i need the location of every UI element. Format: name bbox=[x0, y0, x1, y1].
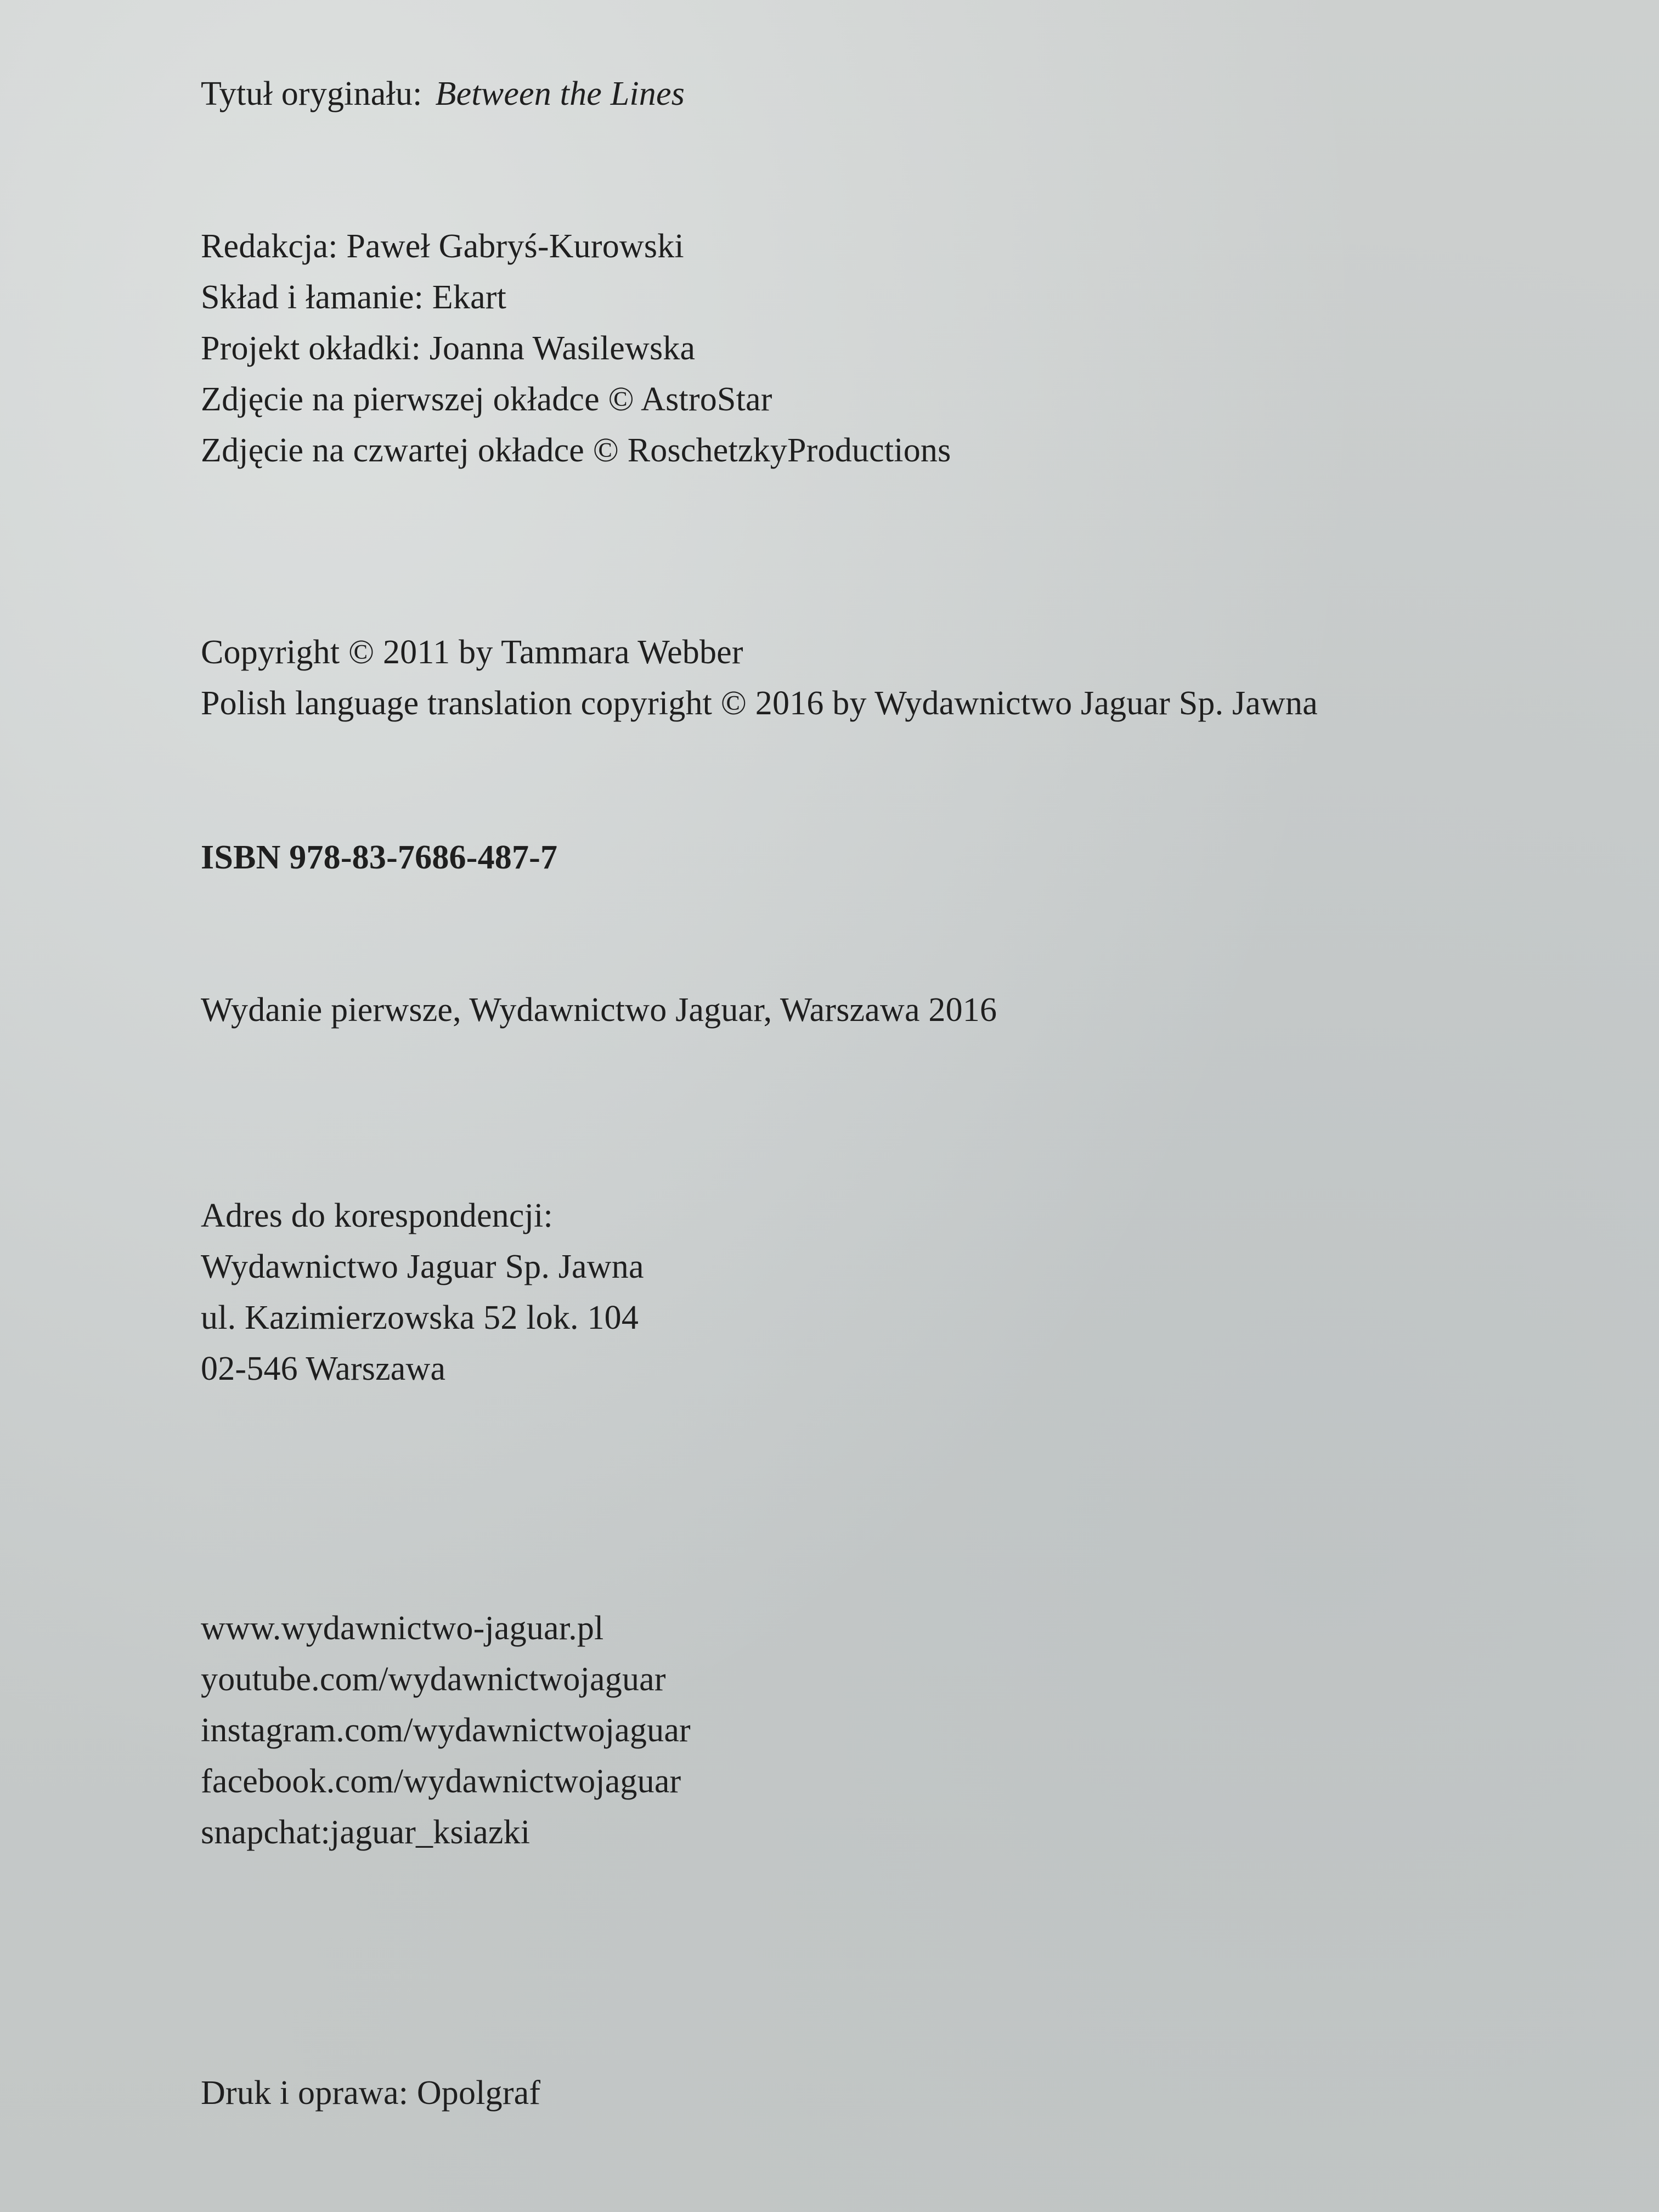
link-instagram: instagram.com/wydawnictwojaguar bbox=[201, 1712, 691, 1749]
address-street: ul. Kazimierzowska 52 lok. 104 bbox=[201, 1299, 639, 1336]
credit-back-photo: Zdjęcie na czwartej okładce © RoschetzkyProductions bbox=[201, 432, 951, 469]
isbn: ISBN 978-83-7686-487-7 bbox=[201, 839, 558, 876]
original-title-value: Between the Lines bbox=[435, 75, 685, 112]
address-city: 02-546 Warszawa bbox=[201, 1350, 446, 1387]
copyright-original: Copyright © 2011 by Tammara Webber bbox=[201, 634, 743, 671]
original-title-label: Tytuł oryginału: bbox=[201, 75, 422, 112]
credit-cover-design: Projekt okładki: Joanna Wasilewska bbox=[201, 330, 696, 367]
link-snapchat: snapchat:jaguar_ksiazki bbox=[201, 1814, 531, 1851]
credit-editor: Redakcja: Paweł Gabryś-Kurowski bbox=[201, 228, 684, 265]
link-facebook: facebook.com/wydawnictwojaguar bbox=[201, 1763, 681, 1800]
link-website: www.wydawnictwo-jaguar.pl bbox=[201, 1610, 604, 1647]
printing-credit: Druk i oprawa: Opolgraf bbox=[201, 2074, 541, 2112]
address-heading: Adres do korespondencji: bbox=[201, 1197, 553, 1234]
copyright-translation: Polish language translation copyright © 2016 by Wydawnictwo Jaguar Sp. Jawna bbox=[201, 685, 1318, 722]
link-youtube: youtube.com/wydawnictwojaguar bbox=[201, 1661, 666, 1698]
original-title-line bbox=[201, 77, 685, 111]
address-publisher: Wydawnictwo Jaguar Sp. Jawna bbox=[201, 1248, 644, 1285]
edition: Wydanie pierwsze, Wydawnictwo Jaguar, Warszawa 2016 bbox=[201, 991, 997, 1029]
credit-front-photo: Zdjęcie na pierwszej okładce © AstroStar bbox=[201, 381, 772, 418]
credit-typesetting: Skład i łamanie: Ekart bbox=[201, 279, 507, 316]
